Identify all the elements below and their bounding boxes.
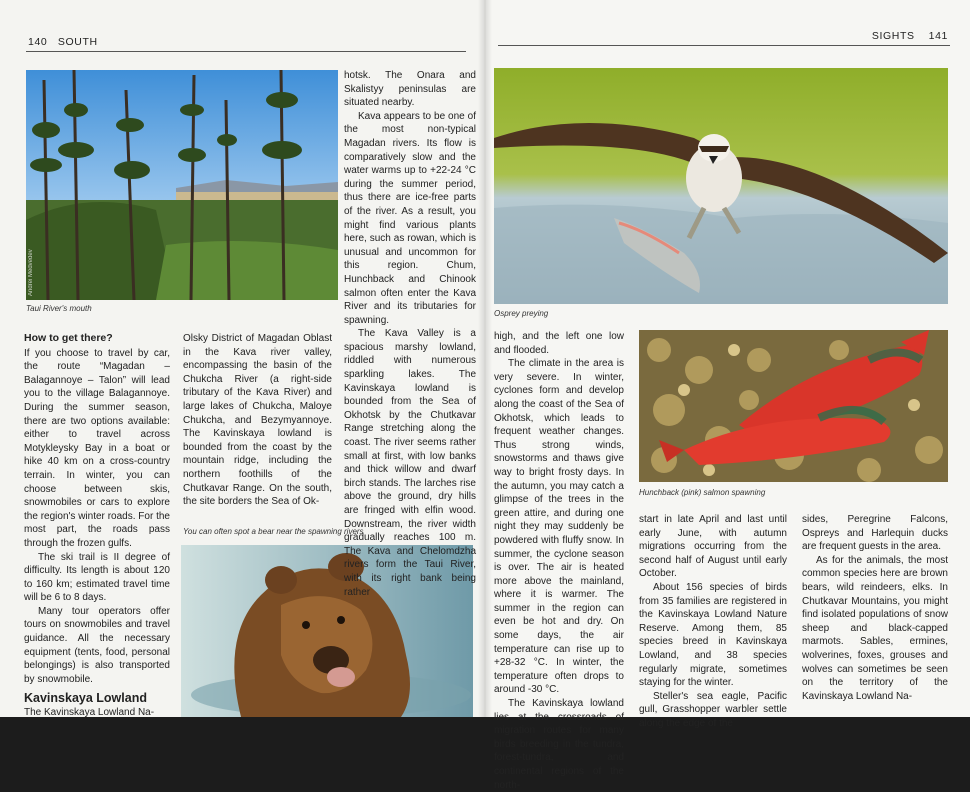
- how-to-get-there-heading: How to get there?: [24, 332, 113, 344]
- right-column-1: [494, 330, 624, 792]
- osprey-caption: Osprey preying: [494, 309, 549, 318]
- left-page: [0, 0, 484, 717]
- paragraph: The ski trail is II degree of difficulty. Its length is about 120 to 160 km; estimated travel time will be 6 to 8 days.: [24, 551, 170, 604]
- right-column-2: [639, 513, 787, 731]
- paragraph: The climate in the area is very severe. In winter, cyclones form and develop along the coast of the Sea of Okhotsk, which leads to frequent weather changes. Thus strong winds, snowstorms and thaws give way to bright frosty days. In the autumn, you may catch a glimpse of the trees in the green attire, and during one night they may suddenly be powdered with fluffy snow. In summer, the cyclone season is over. The air is heated more above the mainland, where it is warmer. The summer in the region can even be hot and dry. On some days, the air temperature can rise up to +28-32 °C. In winter, the temperature often drops to around -30 °C.: [494, 358, 624, 696]
- photo-credit: Andrei Medvedev: [28, 249, 34, 296]
- paragraph: sides, Peregrine Falcons, Ospreys and Harlequin ducks are frequent guests in the area.: [802, 514, 948, 553]
- right-header-rule: [498, 45, 950, 46]
- paragraph: As for the animals, the most common species here are brown bears, wild reindeers, elks. In Chutkavar Mountains, you might find isolated populations of snow sheep and black-capped marmots. Sables, ermines, wolverines, foxes, grouses and wolves can sometimes be seen on the territory of the Kavinskaya Lowland Na-: [802, 554, 948, 702]
- taui-river-photo: [26, 70, 338, 300]
- left-header-rule: [26, 51, 466, 52]
- left-section-title: SOUTH: [57, 36, 98, 48]
- salmon-image: [639, 330, 948, 482]
- left-column-2: [183, 332, 332, 509]
- right-running-header: [872, 30, 948, 42]
- paragraph: Many tour operators offer tours on snowmobiles and travel guidance. All the necessary equipment (tents, food, personal belongings) is also transported by snowmobile.: [24, 605, 170, 685]
- osprey-photo: [494, 68, 948, 304]
- right-page: [484, 0, 970, 791]
- kavinskaya-lowland-heading: Kavinskaya Lowland: [24, 691, 147, 706]
- paragraph: hotsk. The Onara and Skalistyy peninsulas are situated nearby.: [344, 70, 476, 109]
- paragraph: Kava appears to be one of the most non-typical Magadan rivers. Its flow is comparatively slow and the water warms up to +22-24 °C during the summer period, thus there are ice-free parts of the river. As a result, you might find various plants here, such as rowan, which is unusual and uncommon for this region. Chum, Hunchback and Chinook salmon often enter the Kava River and its tributaries for spawning.: [344, 110, 476, 326]
- bear-caption: You can often spot a bear near the spawning rivers: [183, 527, 364, 536]
- salmon-photo: [639, 330, 948, 482]
- paragraph: The Kavinskaya lowland lies at the crossroads of migration routes for many birds breeding in the tundra, forest-tundra, and continental regions of the north-: [494, 698, 624, 791]
- left-running-header: [28, 36, 98, 48]
- taui-river-image: [26, 70, 338, 300]
- paragraph: Steller's sea eagle, Pacific gull, Grasshopper warbler settle along the edge of the: [639, 690, 787, 729]
- left-column-1: [24, 332, 170, 720]
- book-gutter: [478, 0, 492, 717]
- osprey-image: [494, 68, 948, 304]
- paragraph: The Kavinskaya Lowland Na-: [24, 707, 155, 719]
- right-page-number: 141: [928, 30, 948, 42]
- paragraph: The Kava Valley is a spacious marshy lowland, riddled with numerous sparkling lakes. The Kavinskaya lowland is bounded from the Sea of Okhotsk by the Chutkavar Range stretching along the coast. The river seems rather small at first, with low banks and thick willow and dwarf birch stands. The larches rise above the ground, dry hills are fringed with elfin wood. Downstream, the river width gradually reaches 100 m. The Kava and Chelomdzha rivers form the Taui River, with its right bank being rather: [344, 328, 476, 598]
- paragraph: If you choose to travel by car, the route “Magadan – Balagannoye – Talon” will lead you to the village Balagannoye. During the summer season, there are two options available: either to travel across Motykleysky Bay in a boat or hike 40 km on a cross-country terrain. In winter, you can choose between skis, snowmobiles or cars to explore the region's winter roads. For the most part, the roads pass through the frozen gulfs.: [24, 347, 170, 549]
- salmon-caption: Hunchback (pink) salmon spawning: [639, 488, 766, 497]
- right-section-title: SIGHTS: [871, 30, 915, 42]
- paragraph: start in late April and last until early June, with autumn migrations occurring from the second half of August until early October.: [639, 514, 787, 580]
- left-page-number: 140: [28, 36, 48, 48]
- taui-river-caption: Taui River's mouth: [26, 304, 92, 313]
- left-column-3: [344, 69, 476, 599]
- paragraph: Olsky District of Magadan Oblast in the Kava river valley, encompassing the basin of the Chukcha River (a right-side tributary of the Kava River) and large lakes of Chukcha, Maloye Chukcha, and Bezymyannoye. The Kavinskaya lowland is bounded from the coast by the mountain ridge, including the northern foothills of the Chutkavar Range. On the south, the site borders the Sea of Ok-: [183, 333, 332, 508]
- paragraph: About 156 species of birds from 35 families are registered in the Kavinskaya Lowland Nature Reserve. Among them, 85 species breed in Kavinskaya Lowland, and 38 species regularly migrate, sometimes staying for the winter.: [639, 581, 787, 689]
- paragraph: high, and the left one low and flooded.: [494, 331, 624, 356]
- right-column-3: [802, 513, 948, 703]
